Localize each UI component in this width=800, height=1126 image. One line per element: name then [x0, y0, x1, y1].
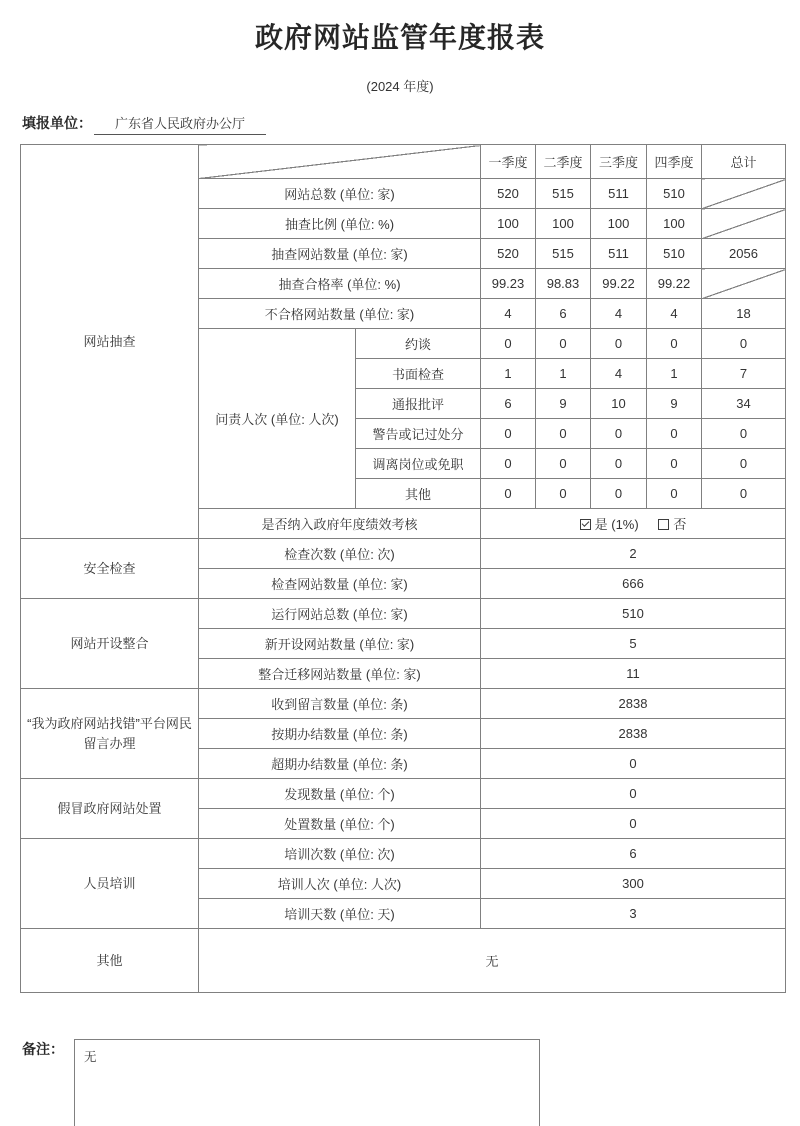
cell-value: 11 — [481, 659, 786, 689]
reporting-unit-label: 填报单位： — [22, 115, 92, 131]
cell-q4: 99.22 — [647, 269, 702, 299]
cell-q1: 0 — [481, 419, 536, 449]
row-label-training-days: 培训天数 (单位: 天) — [199, 899, 481, 929]
report-table — [20, 144, 786, 993]
remarks-row — [22, 1039, 800, 1126]
cell-q4: 100 — [647, 209, 702, 239]
row-label-resolved-overdue: 超期办结数量 (单位: 条) — [199, 749, 481, 779]
row-label-found-count: 发现数量 (单位: 个) — [199, 779, 481, 809]
sub-label-other: 其他 — [356, 479, 481, 509]
section-label-website-setup: 网站开设整合 — [21, 599, 199, 689]
cell-value: 0 — [481, 809, 786, 839]
cell-q2: 9 — [536, 389, 591, 419]
cell-q1: 0 — [481, 449, 536, 479]
cell-value: 3 — [481, 899, 786, 929]
page-title: 政府网站监管年度报表 — [254, 22, 545, 53]
cell-q2: 515 — [536, 179, 591, 209]
cell-q1: 0 — [481, 329, 536, 359]
section-label-website-sampling: 网站抽查 — [21, 145, 199, 539]
cell-total: 0 — [702, 449, 786, 479]
table-row — [21, 839, 786, 869]
cell-value: 2838 — [481, 689, 786, 719]
assessment-value-cell — [481, 509, 786, 539]
row-label-sampling-ratio: 抽查比例 (单位: %) — [199, 209, 481, 239]
cell-q3: 511 — [591, 179, 647, 209]
cell-total: 7 — [702, 359, 786, 389]
row-label-handled-count: 处置数量 (单位: 个) — [199, 809, 481, 839]
assessment-no-label: 否 — [673, 517, 687, 532]
sub-label-transfer: 调离岗位或免职 — [356, 449, 481, 479]
cell-value: 2838 — [481, 719, 786, 749]
cell-q2: 98.83 — [536, 269, 591, 299]
cell-value: 300 — [481, 869, 786, 899]
yes-checkbox-icon[interactable] — [580, 519, 591, 530]
cell-q2: 0 — [536, 419, 591, 449]
cell-value: 2 — [481, 539, 786, 569]
cell-total: 34 — [702, 389, 786, 419]
col-header-q1: 一季度 — [481, 145, 536, 179]
cell-value: 510 — [481, 599, 786, 629]
cell-q2: 1 — [536, 359, 591, 389]
row-label-check-times: 检查次数 (单位: 次) — [199, 539, 481, 569]
cell-q2: 100 — [536, 209, 591, 239]
cell-q3: 4 — [591, 359, 647, 389]
cell-value: 0 — [481, 749, 786, 779]
cell-q3: 4 — [591, 299, 647, 329]
diagonal-cell — [702, 209, 786, 239]
row-label-messages-received: 收到留言数量 (单位: 条) — [199, 689, 481, 719]
row-label-assessment: 是否纳入政府年度绩效考核 — [199, 509, 481, 539]
cell-q3: 0 — [591, 419, 647, 449]
cell-q4: 1 — [647, 359, 702, 389]
row-label-running-total: 运行网站总数 (单位: 家) — [199, 599, 481, 629]
cell-q2: 515 — [536, 239, 591, 269]
row-label-training-times: 培训次数 (单位: 次) — [199, 839, 481, 869]
cell-q1: 99.23 — [481, 269, 536, 299]
section-label-other: 其他 — [21, 929, 199, 993]
sub-label-warning: 警告或记过处分 — [356, 419, 481, 449]
cell-q1: 100 — [481, 209, 536, 239]
cell-q1: 520 — [481, 239, 536, 269]
cell-q3: 99.22 — [591, 269, 647, 299]
cell-total: 2056 — [702, 239, 786, 269]
cell-value: 5 — [481, 629, 786, 659]
cell-q2: 0 — [536, 479, 591, 509]
remarks-label: 备注： — [22, 1041, 64, 1057]
cell-q4: 0 — [647, 419, 702, 449]
diagonal-cell — [702, 179, 786, 209]
col-header-q3: 三季度 — [591, 145, 647, 179]
table-row — [21, 929, 786, 993]
cell-q4: 510 — [647, 179, 702, 209]
section-label-fake-website: 假冒政府网站处置 — [21, 779, 199, 839]
cell-q3: 10 — [591, 389, 647, 419]
page-subtitle: (2024 年度) — [366, 79, 434, 94]
diagonal-header-cell — [199, 145, 481, 179]
cell-value: 6 — [481, 839, 786, 869]
section-label-feedback-platform: “我为政府网站找错”平台网民留言办理 — [21, 689, 199, 779]
no-checkbox-icon[interactable] — [658, 519, 669, 530]
row-label-total-websites: 网站总数 (单位: 家) — [199, 179, 481, 209]
cell-q1: 4 — [481, 299, 536, 329]
row-label-accountability: 问责人次 (单位: 人次) — [199, 329, 356, 509]
cell-value: 666 — [481, 569, 786, 599]
table-row — [21, 779, 786, 809]
cell-q1: 1 — [481, 359, 536, 389]
row-label-resolved-on-time: 按期办结数量 (单位: 条) — [199, 719, 481, 749]
cell-total: 0 — [702, 329, 786, 359]
cell-q4: 0 — [647, 329, 702, 359]
row-label-sampled-count: 抽查网站数量 (单位: 家) — [199, 239, 481, 269]
cell-q1: 0 — [481, 479, 536, 509]
cell-q3: 0 — [591, 449, 647, 479]
table-row — [21, 689, 786, 719]
col-header-q2: 二季度 — [536, 145, 591, 179]
table-row — [21, 539, 786, 569]
sub-label-criticism: 通报批评 — [356, 389, 481, 419]
row-label-checked-websites: 检查网站数量 (单位: 家) — [199, 569, 481, 599]
row-label-newly-opened: 新开设网站数量 (单位: 家) — [199, 629, 481, 659]
section-label-training: 人员培训 — [21, 839, 199, 929]
cell-q3: 0 — [591, 479, 647, 509]
cell-q2: 0 — [536, 329, 591, 359]
cell-value: 0 — [481, 779, 786, 809]
sub-label-interview: 约谈 — [356, 329, 481, 359]
cell-q4: 9 — [647, 389, 702, 419]
row-label-pass-rate: 抽查合格率 (单位: %) — [199, 269, 481, 299]
cell-q3: 0 — [591, 329, 647, 359]
diagonal-cell — [702, 269, 786, 299]
reporting-unit-row — [22, 113, 800, 135]
cell-q2: 6 — [536, 299, 591, 329]
cell-q3: 100 — [591, 209, 647, 239]
sub-label-written-check: 书面检查 — [356, 359, 481, 389]
section-label-security-check: 安全检查 — [21, 539, 199, 599]
remarks-textarea[interactable]: 无 — [74, 1039, 540, 1126]
reporting-unit-field[interactable]: 广东省人民政府办公厅 — [94, 113, 266, 135]
col-header-q4: 四季度 — [647, 145, 702, 179]
table-row — [21, 599, 786, 629]
row-label-migrated: 整合迁移网站数量 (单位: 家) — [199, 659, 481, 689]
cell-q1: 520 — [481, 179, 536, 209]
cell-q4: 0 — [647, 479, 702, 509]
other-value-cell: 无 — [199, 929, 786, 993]
assessment-yes-label: 是 (1%) — [594, 517, 639, 532]
cell-total: 18 — [702, 299, 786, 329]
col-header-total: 总计 — [702, 145, 786, 179]
cell-q4: 510 — [647, 239, 702, 269]
cell-q4: 4 — [647, 299, 702, 329]
cell-total: 0 — [702, 479, 786, 509]
cell-q3: 511 — [591, 239, 647, 269]
cell-total: 0 — [702, 419, 786, 449]
cell-q2: 0 — [536, 449, 591, 479]
row-label-failed-count: 不合格网站数量 (单位: 家) — [199, 299, 481, 329]
cell-q1: 6 — [481, 389, 536, 419]
cell-q4: 0 — [647, 449, 702, 479]
row-label-training-persons: 培训人次 (单位: 人次) — [199, 869, 481, 899]
